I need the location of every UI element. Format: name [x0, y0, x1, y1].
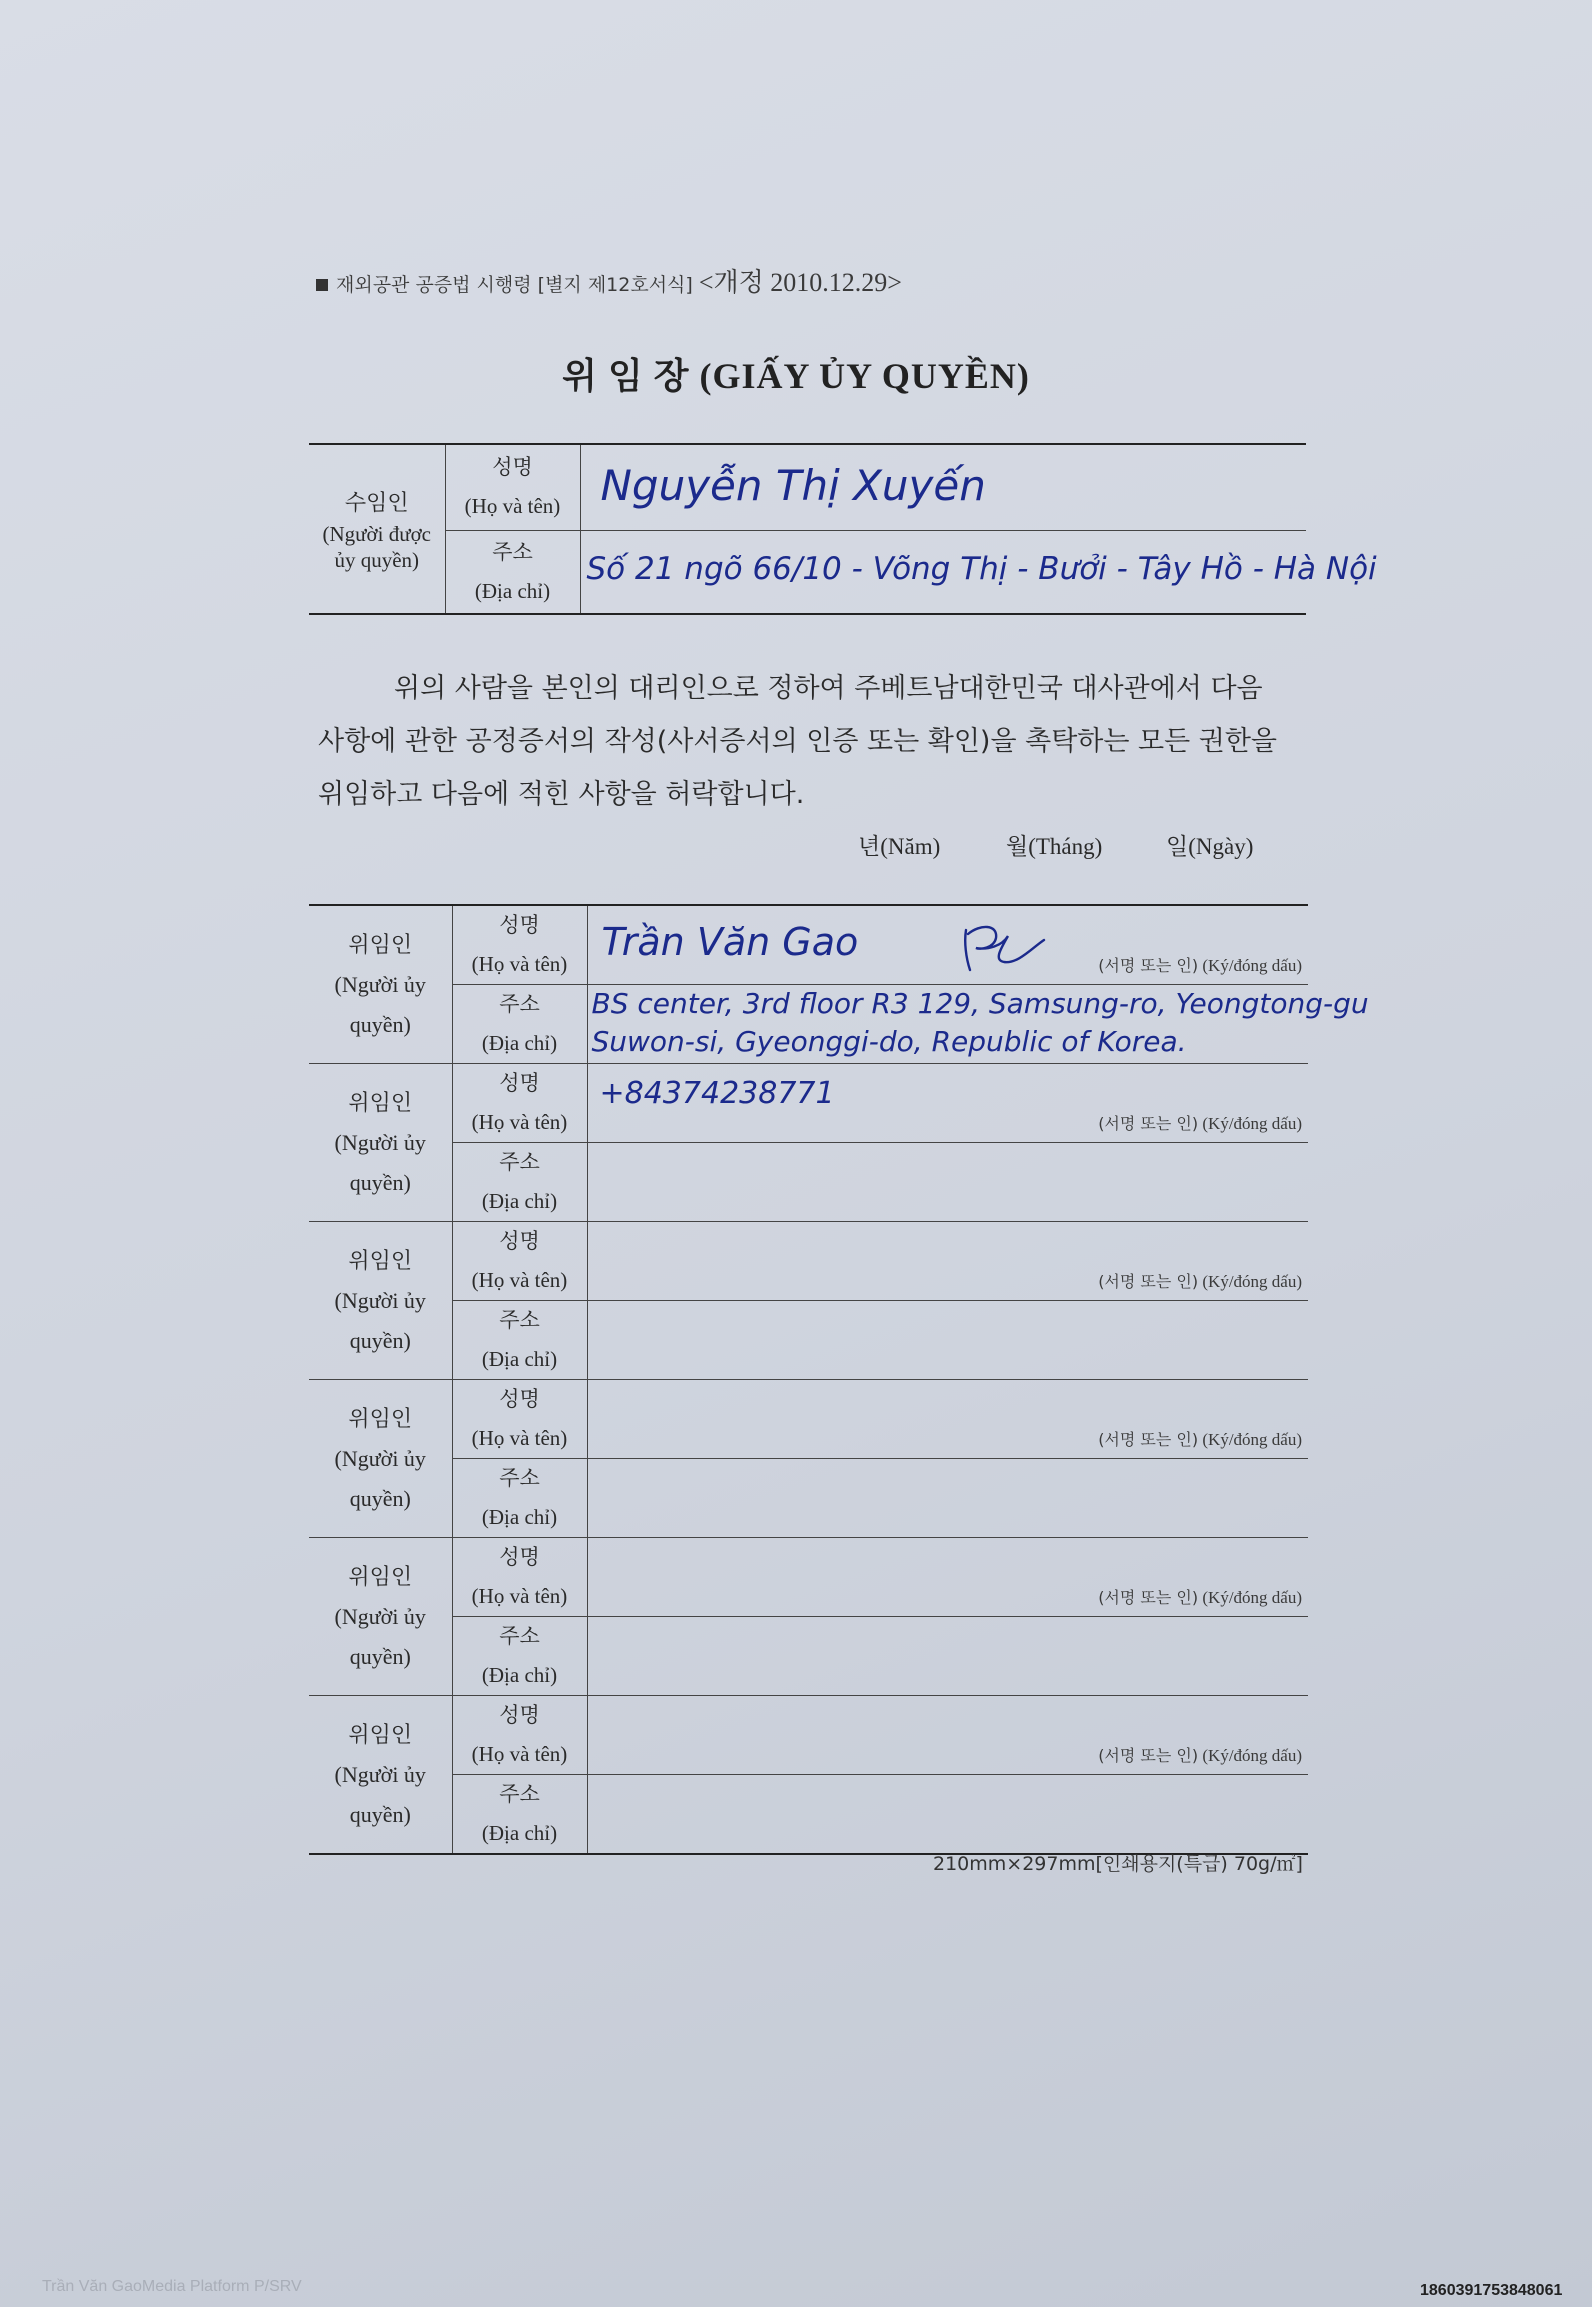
address-label-vi: (Địa chỉ) [481, 1663, 558, 1687]
delegator-address-field[interactable] [587, 1459, 1308, 1538]
delegator-name-field[interactable] [587, 1222, 1308, 1301]
sign-label-vi: (Ký/đóng dấu) [1202, 1272, 1302, 1291]
recipient-name-value: Nguyễn Thị Xuyến [600, 461, 986, 510]
document-number: 1860391753848061 [1420, 2282, 1563, 2299]
sign-or-seal-label [1098, 953, 1302, 976]
address-label [452, 1459, 587, 1538]
delegator-label-ko: 위임인 [348, 1247, 413, 1273]
address-label [452, 1301, 587, 1380]
sign-label-ko: (서명 또는 인) [1098, 1588, 1199, 1607]
recipient-table [309, 443, 1377, 615]
square-bullet-icon [316, 279, 328, 291]
sign-label-ko: (서명 또는 인) [1098, 1114, 1199, 1133]
name-label [452, 905, 587, 985]
sign-or-seal-label [1098, 1269, 1302, 1292]
address-label [452, 1617, 587, 1696]
sign-label-ko: (서명 또는 인) [1098, 1272, 1199, 1291]
name-label-vi: (Họ và tên) [471, 1110, 568, 1134]
delegator-label [309, 1538, 452, 1696]
sign-label-vi: (Ký/đóng dấu) [1202, 1746, 1302, 1765]
sign-or-seal-label [1098, 1427, 1302, 1450]
authorization-paragraph [318, 662, 1298, 821]
delegator-label [309, 1380, 452, 1538]
recipient-label-vi: (Người được ủy quyền) [322, 522, 432, 572]
delegator-label-ko: 위임인 [348, 931, 413, 957]
name-label-ko: 성명 [499, 1703, 540, 1727]
address-label-vi: (Địa chỉ) [474, 578, 551, 603]
recipient-address-value: Số 21 ngõ 66/10 - Võng Thị - Bưởi - Tây Hồ - Hà Nội [586, 550, 1377, 587]
delegator-address-field[interactable] [587, 1775, 1308, 1855]
delegator-name-field[interactable] [587, 1380, 1308, 1459]
address-label-ko: 주소 [499, 1308, 540, 1332]
address-label-vi: (Địa chỉ) [481, 1189, 558, 1213]
delegator-label [309, 905, 452, 1064]
name-label-ko: 성명 [499, 1229, 540, 1253]
address-label-vi: (Địa chỉ) [481, 1031, 558, 1055]
name-label-ko: 성명 [499, 1545, 540, 1569]
address-label-vi: (Địa chỉ) [481, 1505, 558, 1529]
sign-label-ko: (서명 또는 인) [1098, 956, 1199, 975]
delegator-label-vi: (Người ủy quyền) [334, 1761, 426, 1827]
name-label-vi: (Họ và tên) [471, 1268, 568, 1292]
name-label-vi: (Họ và tên) [471, 952, 568, 976]
delegator-address-line: BS center, 3rd floor R3 129, Samsung-ro, Yeongtong-gu [591, 987, 1369, 1020]
address-label [445, 530, 580, 614]
name-label-vi: (Họ và tên) [471, 1584, 568, 1608]
delegator-address-field[interactable] [587, 1143, 1308, 1222]
name-label [445, 444, 580, 530]
name-label-ko: 성명 [499, 1387, 540, 1411]
date-day: 일(Ngày) [1166, 834, 1254, 859]
date-year: 년(Năm) [858, 834, 941, 859]
name-label-vi: (Họ và tên) [464, 494, 561, 519]
name-label [452, 1380, 587, 1459]
delegator-name-field[interactable] [587, 905, 1308, 985]
paper-spec: 210mm×297mm[인쇄용지(특급) 70g/㎡] [933, 1853, 1303, 1875]
delegator-table [309, 904, 1369, 1855]
delegator-label-vi: (Người ủy quyền) [334, 1603, 426, 1669]
delegator-label-vi: (Người ủy quyền) [334, 1445, 426, 1511]
form-reference [316, 262, 902, 299]
delegator-name-value: Trần Văn Gao [601, 920, 859, 964]
revision-date: <개정 2010.12.29> [698, 268, 902, 297]
address-label-vi: (Địa chỉ) [481, 1821, 558, 1845]
address-label-ko: 주소 [499, 1782, 540, 1806]
name-label [452, 1538, 587, 1617]
address-label-ko: 주소 [499, 992, 540, 1016]
address-label-ko: 주소 [499, 1466, 540, 1490]
address-label [452, 1775, 587, 1855]
name-label-ko: 성명 [499, 1071, 540, 1095]
delegator-address-field[interactable] [587, 985, 1369, 1064]
delegator-name-field[interactable] [587, 1538, 1308, 1617]
recipient-label [309, 444, 445, 614]
address-label-vi: (Địa chỉ) [481, 1347, 558, 1371]
recipient-address-field[interactable] [580, 530, 1377, 614]
delegator-phone-value: +84374238771 [599, 1076, 835, 1111]
address-label [452, 1143, 587, 1222]
sign-label-vi: (Ký/đóng dấu) [1202, 1588, 1302, 1607]
address-label-ko: 주소 [499, 1150, 540, 1174]
delegator-name-field[interactable] [587, 1064, 1308, 1143]
form-ref-text: 재외공관 공증법 시행령 [별지 제12호서식] [336, 274, 693, 296]
delegator-label [309, 1696, 452, 1855]
name-label-vi: (Họ và tên) [471, 1742, 568, 1766]
paragraph-line: 위의 사람을 본인의 대리인으로 정하여 주베트남대한민국 대사관에서 다음 [394, 673, 1263, 704]
sign-label-vi: (Ký/đóng dấu) [1202, 1430, 1302, 1449]
delegator-label-ko: 위임인 [348, 1563, 413, 1589]
delegator-label [309, 1222, 452, 1380]
address-label-ko: 주소 [492, 539, 533, 564]
delegator-label-vi: (Người ủy quyền) [334, 1287, 426, 1353]
recipient-name-field[interactable] [580, 444, 1306, 530]
delegator-label-vi: (Người ủy quyền) [334, 1129, 426, 1195]
delegator-address-field[interactable] [587, 1301, 1308, 1380]
sign-label-ko: (서명 또는 인) [1098, 1430, 1199, 1449]
handwritten-signature [958, 920, 1048, 976]
document-title: 위 임 장 (GIẤY ỦY QUYỀN) [562, 356, 1030, 396]
delegator-name-field[interactable] [587, 1696, 1308, 1775]
name-label [452, 1696, 587, 1775]
watermark: Trần Văn GaoMedia Platform P/SRV [42, 2278, 302, 2295]
name-label-ko: 성명 [499, 913, 540, 937]
sign-label-vi: (Ký/đóng dấu) [1202, 956, 1302, 975]
recipient-label-ko: 수임인 [344, 490, 409, 515]
delegator-address-line: Suwon-si, Gyeonggi-do, Republic of Korea. [591, 1025, 1187, 1058]
sign-or-seal-label [1098, 1585, 1302, 1608]
paragraph-line: 사항에 관한 공정증서의 작성(사서증서의 인증 또는 확인)을 촉탁하는 모든 권한을 [318, 726, 1278, 757]
paragraph-line: 위임하고 다음에 적힌 사항을 허락합니다. [318, 779, 805, 810]
sign-label-vi: (Ký/đóng dấu) [1202, 1114, 1302, 1133]
delegator-label [309, 1064, 452, 1222]
date-month: 월(Tháng) [1006, 834, 1103, 859]
sign-or-seal-label [1098, 1743, 1302, 1766]
name-label [452, 1064, 587, 1143]
sign-or-seal-label [1098, 1111, 1302, 1134]
address-label [452, 985, 587, 1064]
delegator-address-field[interactable] [587, 1617, 1308, 1696]
address-label-ko: 주소 [499, 1624, 540, 1648]
name-label-vi: (Họ và tên) [471, 1426, 568, 1450]
name-label [452, 1222, 587, 1301]
delegator-label-ko: 위임인 [348, 1405, 413, 1431]
delegator-label-ko: 위임인 [348, 1089, 413, 1115]
sign-label-ko: (서명 또는 인) [1098, 1746, 1199, 1765]
delegator-label-ko: 위임인 [348, 1721, 413, 1747]
delegator-label-vi: (Người ủy quyền) [334, 971, 426, 1037]
name-label-ko: 성명 [492, 455, 533, 480]
